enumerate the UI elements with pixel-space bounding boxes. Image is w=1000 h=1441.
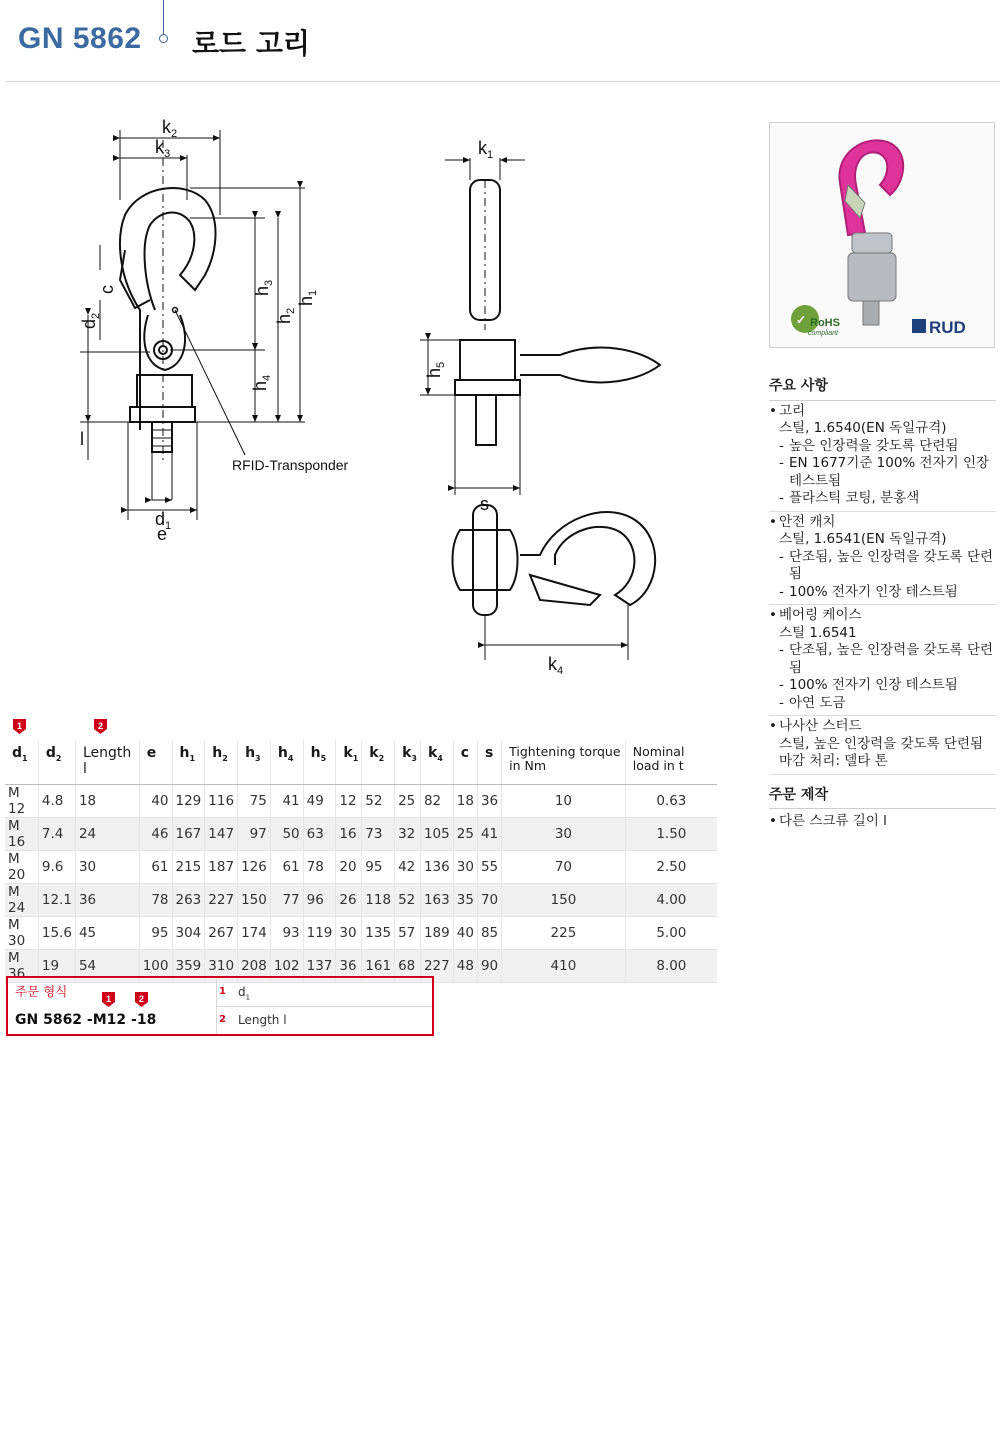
order-code-example: GN 5862 -M12 -18 <box>15 1012 157 1028</box>
table-cell: 97 <box>238 817 271 850</box>
table-cell: 52 <box>362 784 395 817</box>
table-cell: 174 <box>238 916 271 949</box>
table-cell: 36 <box>75 883 139 916</box>
table-cell: 359 <box>172 949 205 982</box>
table-cell: 20 <box>336 850 362 883</box>
table-row <box>5 916 717 949</box>
label-h2: $h_2$ <box>274 307 297 324</box>
hook-top-view <box>453 505 656 615</box>
table-cell: 73 <box>362 817 395 850</box>
column-header: Length l <box>75 740 139 784</box>
order-badge-2 <box>135 992 148 1007</box>
feature-head: • 고리 <box>769 403 996 421</box>
feature-detail: - 100% 전자기 인장 테스트됨 <box>769 584 996 602</box>
table-cell: 137 <box>303 949 336 982</box>
column-header: $d_1$ <box>5 740 38 784</box>
column-header: $h_5$ <box>303 740 336 784</box>
table-cell: 0.63 <box>625 784 717 817</box>
product-title: 로드 고리 <box>192 27 310 60</box>
svg-text:1: 1 <box>16 721 23 731</box>
table-cell: M 20 <box>5 850 38 883</box>
column-header: $h_2$ <box>205 740 238 784</box>
table-cell: 54 <box>75 949 139 982</box>
table-cell: 263 <box>172 883 205 916</box>
label-s: s <box>480 494 489 514</box>
label-k2: $k_2$ <box>162 117 178 140</box>
table-cell: 18 <box>453 784 477 817</box>
table-cell: 24 <box>75 817 139 850</box>
column-header: s <box>477 740 501 784</box>
table-cell: 77 <box>270 883 303 916</box>
table-cell: 42 <box>395 850 421 883</box>
table-cell: 49 <box>303 784 336 817</box>
table-cell: 30 <box>336 916 362 949</box>
feature-detail: - 아연 도금 <box>769 695 996 713</box>
column-header: Tightening torque in Nm <box>502 740 626 784</box>
table-cell: 150 <box>238 883 271 916</box>
table-cell: 48 <box>453 949 477 982</box>
feature-head: • 나사산 스터드 <box>769 718 996 736</box>
table-body <box>5 784 717 982</box>
badge-2 <box>94 719 107 734</box>
table-cell: 136 <box>420 850 453 883</box>
label-d2: $d_2$ <box>79 312 102 329</box>
table-cell: 16 <box>336 817 362 850</box>
table-cell: 163 <box>420 883 453 916</box>
label-rfid: RFID-Transponder <box>232 457 349 473</box>
table-cell: 267 <box>205 916 238 949</box>
order-row-2 <box>216 1006 432 1034</box>
order-badge-1 <box>102 992 115 1007</box>
column-header: $k_4$ <box>420 740 453 784</box>
table-cell: 96 <box>303 883 336 916</box>
table-cell: 119 <box>303 916 336 949</box>
column-header: e <box>139 740 172 784</box>
table-cell: 46 <box>139 817 172 850</box>
label-h4: $h_4$ <box>250 374 273 391</box>
table-cell: 45 <box>75 916 139 949</box>
table-cell: 93 <box>270 916 303 949</box>
feature-item <box>769 716 996 775</box>
table-cell: 95 <box>362 850 395 883</box>
table-cell: 147 <box>205 817 238 850</box>
order-row-1-text: $d_1$ <box>238 985 251 1002</box>
table-cell: 19 <box>38 949 75 982</box>
table-cell: 41 <box>477 817 501 850</box>
table-cell: 52 <box>395 883 421 916</box>
table-cell: M 16 <box>5 817 38 850</box>
feature-detail: - EN 1677기준 100% 전자기 인장 테스트됨 <box>769 455 996 490</box>
column-header: $h_1$ <box>172 740 205 784</box>
table-row <box>5 817 717 850</box>
feature-material: 스틸 1.6541 <box>779 624 857 641</box>
table-cell: 1.50 <box>625 817 717 850</box>
table-cell: 85 <box>477 916 501 949</box>
features-title: 주요 사항 <box>769 378 996 401</box>
table-cell: 12 <box>336 784 362 817</box>
label-h3: $h_3$ <box>252 279 275 296</box>
order-format-label: 주문 형식 <box>15 984 68 999</box>
table-cell: 189 <box>420 916 453 949</box>
table-cell: 40 <box>139 784 172 817</box>
order-special-item: • 다른 스크류 길이 l <box>769 813 996 831</box>
table-cell: 4.8 <box>38 784 75 817</box>
feature-head: • 안전 캐치 <box>769 514 996 532</box>
svg-text:2: 2 <box>138 994 145 1004</box>
label-l: l <box>80 429 84 449</box>
hook-side-view <box>455 180 660 445</box>
feature-detail: - 높은 인장력을 갖도록 단련됨 <box>769 438 996 456</box>
label-d1: $d_1$ <box>155 509 172 532</box>
table-cell: 55 <box>477 850 501 883</box>
table-cell: 78 <box>139 883 172 916</box>
order-row-1-num: 1 <box>219 986 226 997</box>
column-header: $d_2$ <box>38 740 75 784</box>
table-cell: 4.00 <box>625 883 717 916</box>
table-cell: 129 <box>172 784 205 817</box>
table-cell: 215 <box>172 850 205 883</box>
table-cell: 68 <box>395 949 421 982</box>
table-cell: 5.00 <box>625 916 717 949</box>
svg-text:1: 1 <box>105 994 112 1004</box>
table-cell: 78 <box>303 850 336 883</box>
table-cell: 208 <box>238 949 271 982</box>
order-special-title: 주문 제작 <box>769 787 996 810</box>
table-cell: 30 <box>75 850 139 883</box>
table-cell: 61 <box>270 850 303 883</box>
table-cell: 2.50 <box>625 850 717 883</box>
table-cell: 310 <box>205 949 238 982</box>
table-row <box>5 784 717 817</box>
column-header: $k_2$ <box>362 740 395 784</box>
table-cell: 35 <box>453 883 477 916</box>
column-header: $k_1$ <box>336 740 362 784</box>
table-cell: 9.6 <box>38 850 75 883</box>
feature-item <box>769 605 996 716</box>
label-c: c <box>97 285 117 294</box>
table-cell: 26 <box>336 883 362 916</box>
table-cell: 227 <box>205 883 238 916</box>
label-e: e <box>157 524 168 544</box>
label-h5: $h_5$ <box>424 361 447 378</box>
table-cell: 30 <box>453 850 477 883</box>
table-cell: 25 <box>395 784 421 817</box>
table-cell: M 24 <box>5 883 38 916</box>
table-cell: 100 <box>139 949 172 982</box>
table-cell: 150 <box>502 883 626 916</box>
features-panel <box>769 378 996 831</box>
dimension-table <box>5 740 717 983</box>
table-cell: 15.6 <box>38 916 75 949</box>
table-cell: 227 <box>420 949 453 982</box>
table-cell: 304 <box>172 916 205 949</box>
column-header: $k_3$ <box>395 740 421 784</box>
table-cell: 161 <box>362 949 395 982</box>
table-cell: M 36 <box>5 949 38 982</box>
table-cell: 95 <box>139 916 172 949</box>
table-cell: 10 <box>502 784 626 817</box>
header-divider-dot <box>159 34 168 43</box>
column-header: $h_4$ <box>270 740 303 784</box>
feature-detail: - 플라스틱 코팅, 분홍색 <box>769 490 996 508</box>
svg-text:✓: ✓ <box>796 313 807 327</box>
product-code: GN 5862 <box>18 22 142 55</box>
column-header: c <box>453 740 477 784</box>
table-cell: 126 <box>238 850 271 883</box>
table-cell: 410 <box>502 949 626 982</box>
table-cell: 36 <box>477 784 501 817</box>
feature-item <box>769 401 996 512</box>
rohs-logo-sub: compliant <box>808 330 838 337</box>
table-cell: 8.00 <box>625 949 717 982</box>
rohs-logo: RoHS <box>810 317 840 329</box>
svg-text:2: 2 <box>97 721 104 731</box>
header-rule <box>5 81 1000 82</box>
column-header: $h_3$ <box>238 740 271 784</box>
feature-head: • 베어링 케이스 <box>769 607 996 625</box>
label-k3: $k_3$ <box>155 137 171 160</box>
table-cell: 167 <box>172 817 205 850</box>
features-list <box>769 401 996 775</box>
table-row <box>5 883 717 916</box>
table-cell: 105 <box>420 817 453 850</box>
table-cell: 102 <box>270 949 303 982</box>
table-cell: 50 <box>270 817 303 850</box>
table-cell: 57 <box>395 916 421 949</box>
table-cell: 118 <box>362 883 395 916</box>
table-cell: 12.1 <box>38 883 75 916</box>
table-header-row <box>5 740 717 784</box>
table-row <box>5 850 717 883</box>
feature-material: 스틸, 1.6541(EN 독일규격) <box>779 531 947 547</box>
table-cell: 75 <box>238 784 271 817</box>
table-cell: 32 <box>395 817 421 850</box>
table-cell: 225 <box>502 916 626 949</box>
table-cell: 61 <box>139 850 172 883</box>
table-cell: 36 <box>336 949 362 982</box>
feature-detail: - 단조됨, 높은 인장력을 갖도록 단련됨 <box>769 642 996 677</box>
hook-front-view <box>120 188 216 452</box>
order-row-1 <box>216 978 432 1007</box>
order-row-2-text: Length l <box>238 1013 287 1027</box>
order-format-box <box>6 976 434 1036</box>
badge-1 <box>13 719 26 734</box>
header-divider <box>163 0 164 34</box>
table-cell: 70 <box>502 850 626 883</box>
table-cell: M 12 <box>5 784 38 817</box>
page-header <box>0 0 1000 82</box>
feature-material: 스틸, 높은 인장력을 갖도록 단련됨 <box>779 735 984 752</box>
table-cell: 30 <box>502 817 626 850</box>
table-cell: 70 <box>477 883 501 916</box>
table-cell: 25 <box>453 817 477 850</box>
order-row-2-num: 2 <box>219 1014 226 1025</box>
feature-finish: 마감 처리: 델타 톤 <box>779 753 888 769</box>
table-cell: 187 <box>205 850 238 883</box>
feature-detail: - 100% 전자기 인장 테스트됨 <box>769 677 996 695</box>
rud-logo: RUD <box>929 318 966 337</box>
table-cell: 63 <box>303 817 336 850</box>
column-header: Nominal load in t <box>625 740 717 784</box>
table-cell: 40 <box>453 916 477 949</box>
feature-item <box>769 512 996 606</box>
table-cell: 90 <box>477 949 501 982</box>
feature-material: 스틸, 1.6540(EN 독일규격) <box>779 420 947 436</box>
table-cell: 7.4 <box>38 817 75 850</box>
table-cell: M 30 <box>5 916 38 949</box>
table-cell: 116 <box>205 784 238 817</box>
label-h1: $h_1$ <box>296 289 319 306</box>
label-k4: $k_4$ <box>548 654 564 677</box>
label-k1: $k_1$ <box>478 138 494 161</box>
technical-drawing <box>0 100 760 700</box>
table-cell: 18 <box>75 784 139 817</box>
table-cell: 41 <box>270 784 303 817</box>
table-cell: 135 <box>362 916 395 949</box>
feature-detail: - 단조됨, 높은 인장력을 갖도록 단련됨 <box>769 549 996 584</box>
table-cell: 82 <box>420 784 453 817</box>
product-photo <box>769 122 995 348</box>
